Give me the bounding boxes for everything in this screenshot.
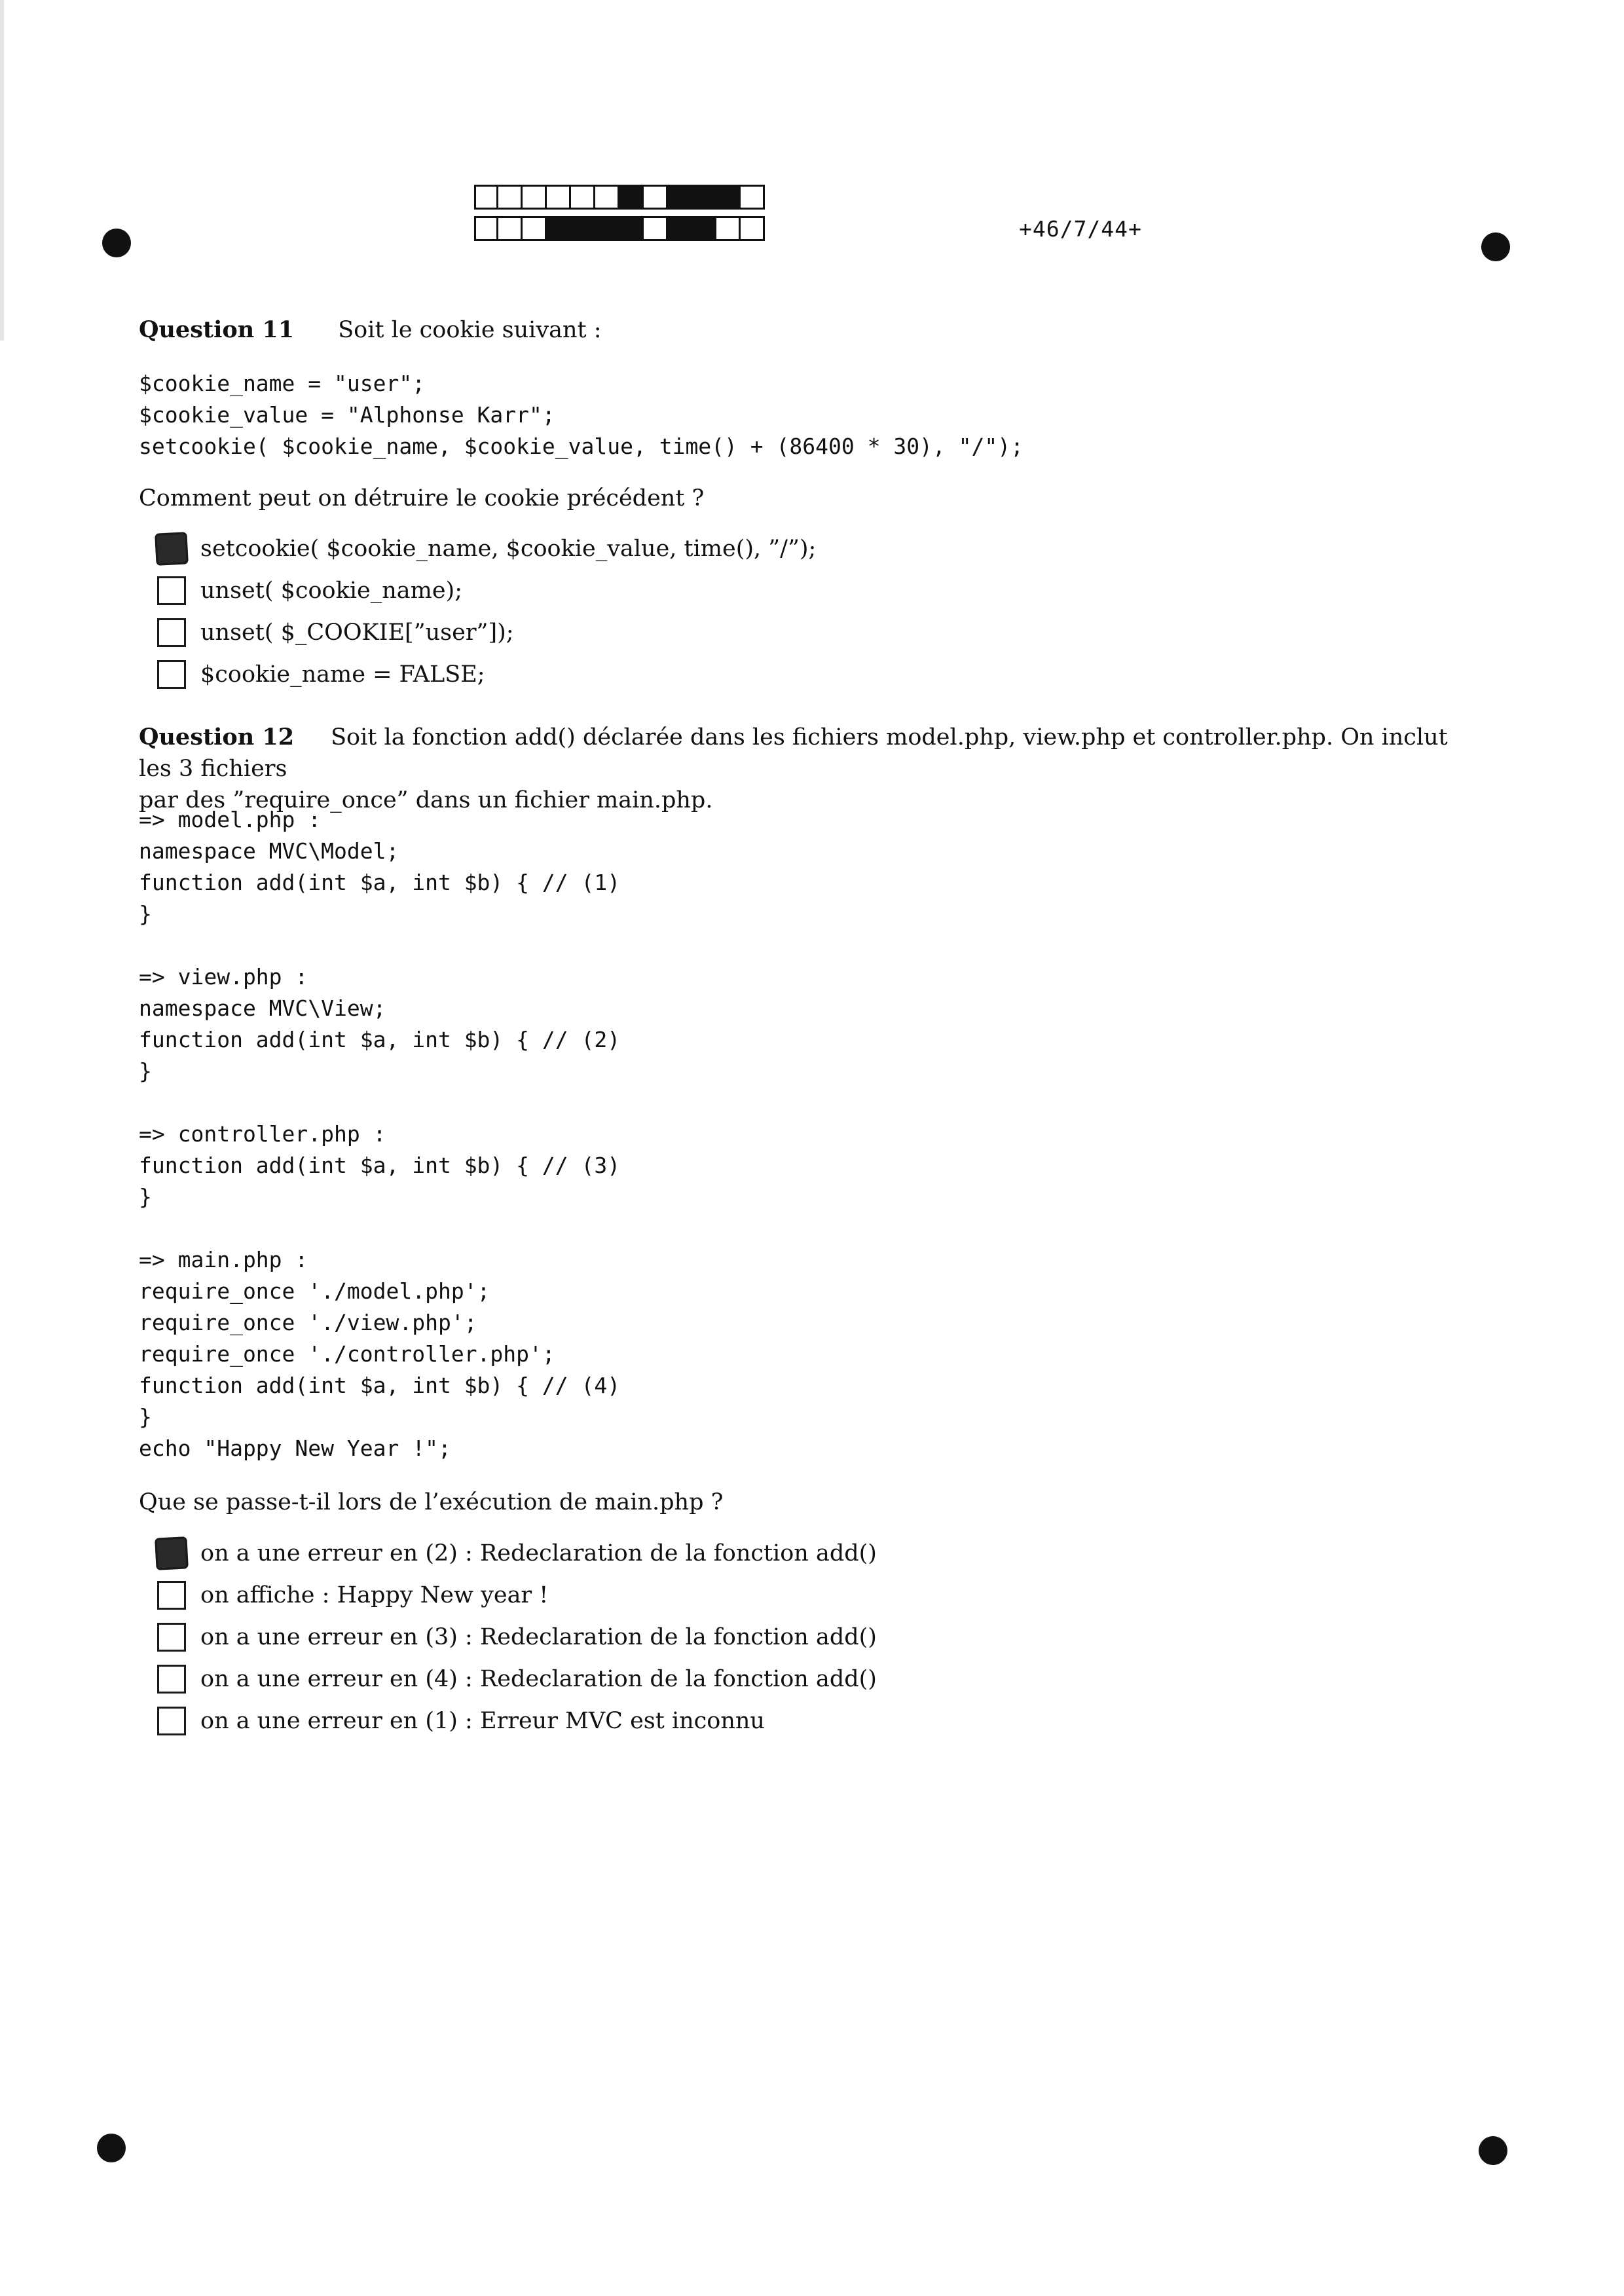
question-12-code-view <box>139 961 620 1087</box>
answer-text: on a une erreur en (4) : Redeclaration de la fonction add() <box>200 1666 877 1692</box>
code-line: => model.php : <box>139 807 322 832</box>
code-line: function add(int $a, int $b) { // (2) <box>139 1027 621 1052</box>
barcode-cell <box>668 216 692 241</box>
question-12-prompt: Que se passe-t-il lors de l’exécution de main.php ? <box>139 1489 724 1515</box>
barcode-cell <box>619 216 644 241</box>
page-id: +46/7/44+ <box>1019 216 1142 242</box>
code-line: function add(int $a, int $b) { // (3) <box>139 1153 621 1178</box>
checkbox-checked[interactable] <box>155 532 189 566</box>
answer-option[interactable] <box>157 1658 877 1700</box>
checkbox[interactable] <box>157 660 186 689</box>
barcode-cell <box>644 216 668 241</box>
answer-option[interactable] <box>157 1616 877 1658</box>
barcode-cell <box>547 216 571 241</box>
question-12-heading <box>139 722 1475 816</box>
barcode-cell <box>523 185 547 210</box>
answer-option[interactable] <box>157 1574 877 1616</box>
code-line: require_once './controller.php'; <box>139 1341 555 1367</box>
answer-text: on a une erreur en (2) : Redeclaration de la fonction add() <box>200 1540 877 1566</box>
question-11-intro: Soit le cookie suivant : <box>338 317 602 343</box>
question-12-code-main <box>139 1244 620 1464</box>
answer-text: setcookie( $cookie_name, $cookie_value, time(), ”/”); <box>200 536 817 562</box>
question-12-intro-line2: par des ”require_once” dans un fichier main.php. <box>139 787 713 813</box>
code-line: => view.php : <box>139 964 308 990</box>
question-12-code-controller <box>139 1119 620 1213</box>
answer-option[interactable] <box>157 1532 877 1574</box>
code-line: } <box>139 901 152 927</box>
barcode-cell <box>619 185 644 210</box>
barcode-cell <box>474 185 498 210</box>
barcode-cell <box>692 185 716 210</box>
barcode-cell <box>644 185 668 210</box>
question-11-heading <box>139 314 1475 346</box>
question-12-number: Question 12 <box>139 724 295 750</box>
code-line: } <box>139 1404 152 1430</box>
barcode-cell <box>498 216 523 241</box>
code-line: setcookie( $cookie_name, $cookie_value, time() + (86400 * 30), "/"); <box>139 434 1024 459</box>
code-line: $cookie_name = "user"; <box>139 371 426 396</box>
code-line: require_once './model.php'; <box>139 1278 490 1304</box>
answer-text: on a une erreur en (1) : Erreur MVC est inconnu <box>200 1708 765 1734</box>
checkbox[interactable] <box>157 1665 186 1694</box>
barcode-cell <box>498 185 523 210</box>
answer-option[interactable] <box>157 570 816 612</box>
question-12-intro-line1: Soit la fonction add() déclarée dans les fichiers model.php, view.php et controller.php. On inclut les 3 fichiers <box>139 724 1448 782</box>
code-line: $cookie_value = "Alphonse Karr"; <box>139 402 555 428</box>
question-11-code <box>139 368 1024 462</box>
scan-edge-shadow <box>0 0 4 341</box>
answer-option[interactable] <box>157 612 816 654</box>
code-line: echo "Happy New Year !"; <box>139 1435 451 1461</box>
code-line: => main.php : <box>139 1247 308 1272</box>
barcode-cell <box>692 216 716 241</box>
barcode-cell <box>474 216 498 241</box>
checkbox[interactable] <box>157 1623 186 1652</box>
question-11-number: Question 11 <box>139 316 295 343</box>
barcode-cell <box>741 216 765 241</box>
code-line: function add(int $a, int $b) { // (4) <box>139 1373 621 1398</box>
code-line: function add(int $a, int $b) { // (1) <box>139 870 621 895</box>
checkbox[interactable] <box>157 618 186 647</box>
question-11-prompt: Comment peut on détruire le cookie précédent ? <box>139 485 705 511</box>
code-line: require_once './view.php'; <box>139 1310 477 1335</box>
corner-marker-bottom-left <box>97 2134 126 2162</box>
answer-option[interactable] <box>157 654 816 695</box>
answer-text: unset( $_COOKIE[”user”]); <box>200 620 514 646</box>
barcode-cell <box>571 185 595 210</box>
corner-marker-top-right <box>1481 232 1510 261</box>
barcode-cell <box>595 185 619 210</box>
corner-marker-bottom-right <box>1479 2136 1507 2165</box>
barcode-cell <box>547 185 571 210</box>
barcode-cell <box>741 185 765 210</box>
checkbox[interactable] <box>157 576 186 605</box>
checkbox[interactable] <box>157 1707 186 1735</box>
corner-marker-top-left <box>102 229 131 257</box>
barcode-row-bottom <box>474 216 765 241</box>
question-11-answers <box>157 528 816 695</box>
answer-option[interactable] <box>157 1700 877 1742</box>
answer-text: $cookie_name = FALSE; <box>200 661 485 688</box>
code-line: => controller.php : <box>139 1121 386 1147</box>
barcode-row-top <box>474 185 765 210</box>
barcode-cell <box>668 185 692 210</box>
code-line: namespace MVC\View; <box>139 995 386 1021</box>
barcode-cell <box>716 216 741 241</box>
answer-text: on affiche : Happy New year ! <box>200 1582 549 1608</box>
checkbox-checked[interactable] <box>155 1536 189 1570</box>
answer-text: unset( $cookie_name); <box>200 578 462 604</box>
barcode-cell <box>716 185 741 210</box>
code-line: } <box>139 1058 152 1084</box>
answer-option[interactable] <box>157 528 816 570</box>
barcode-cell <box>571 216 595 241</box>
barcode-cell <box>523 216 547 241</box>
code-line: } <box>139 1184 152 1210</box>
question-12-answers <box>157 1532 877 1742</box>
barcode-cell <box>595 216 619 241</box>
answer-text: on a une erreur en (3) : Redeclaration de la fonction add() <box>200 1624 877 1650</box>
checkbox[interactable] <box>157 1581 186 1610</box>
code-line: namespace MVC\Model; <box>139 838 399 864</box>
question-12-code-model <box>139 804 620 930</box>
